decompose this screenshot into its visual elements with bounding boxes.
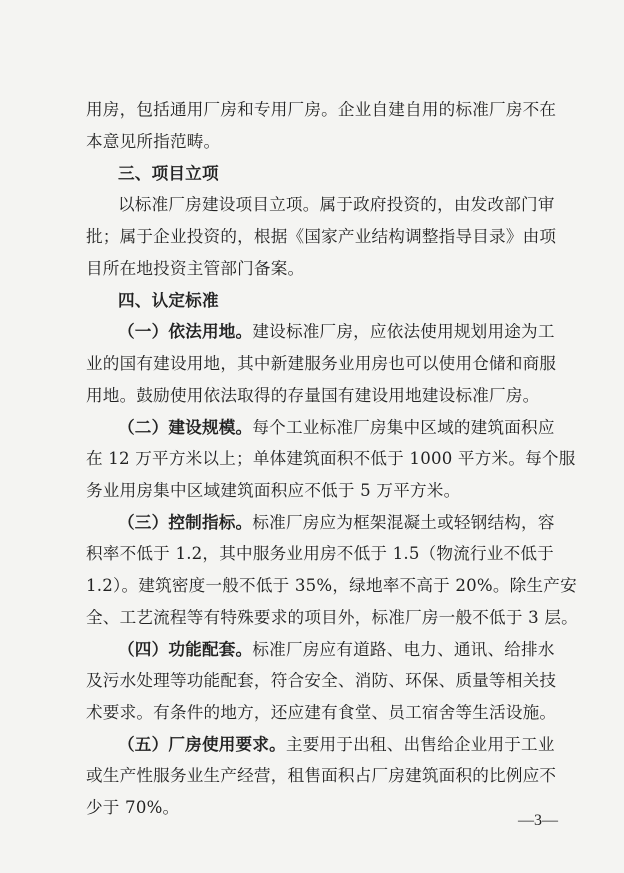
clause-text: 建设标准厂房，应依法使用规划用途为工: [252, 322, 555, 341]
clause-text: 主要用于出租、出售给企业用于工业: [285, 735, 555, 754]
clause-text: 每个工业标准厂房集中区域的建筑面积应: [252, 418, 555, 437]
body-text-line: 业的国有建设用地，其中新建服务业用房也可以使用仓储和商服: [86, 354, 557, 373]
body-text-line: 务业用房集中区域建筑面积应不低于 5 万平方米。: [86, 481, 461, 500]
clause-text: 标准厂房应有道路、电力、通讯、给排水: [252, 640, 555, 659]
body-text-line: 用房，包括通用厂房和专用厂房。企业自建自用的标准厂房不在: [86, 100, 557, 119]
page-number: —3—: [518, 812, 558, 829]
body-text-line: 少于 70%。: [86, 798, 180, 817]
clause-line: [118, 320, 558, 344]
body-text-line: 以标准厂房建设项目立项。属于政府投资的，由发改部门审: [118, 195, 555, 214]
clause-line: [118, 733, 558, 757]
body-text-line: 批；属于企业投资的，根据《国家产业结构调整指导目录》由项: [86, 227, 557, 246]
body-text-line: 及污水处理等功能配套，符合安全、消防、环保、质量等相关技: [86, 671, 557, 690]
clause-lead: （二）建设规模。: [118, 418, 253, 437]
body-text-line: 本意见所指范畴。: [86, 132, 221, 151]
body-text-line: 积率不低于 1.2，其中服务业用房不低于 1.5（物流行业不低于: [86, 544, 554, 563]
body-text-line: 用地。鼓励使用依法取得的存量国有建设用地建设标准厂房。: [86, 386, 540, 405]
clause-lead: （一）依法用地。: [118, 322, 253, 341]
body-text-line: 全、工艺流程等有特殊要求的项目外，标准厂房一般不低于 3 层。: [86, 608, 578, 627]
clause-line: [118, 511, 558, 535]
clause-line: [118, 638, 558, 662]
body-text-line: 或生产性服务业生产经营，租售面积占厂房建筑面积的比例应不: [86, 766, 557, 785]
section-heading: 四、认定标准: [118, 291, 219, 310]
body-text-line: 1.2）。建筑密度一般不低于 35%，绿地率不高于 20%。除生产安: [86, 576, 577, 595]
clause-lead: （四）功能配套。: [118, 640, 253, 659]
clause-lead: （三）控制指标。: [118, 513, 253, 532]
body-text-line: 术要求。有条件的地方，还应建有食堂、员工宿舍等生活设施。: [86, 703, 557, 722]
clause-lead: （五）厂房使用要求。: [118, 735, 286, 754]
body-text-line: 在 12 万平方米以上；单体建筑面积不低于 1000 平方米。每个服: [86, 449, 576, 468]
clause-line: [118, 416, 558, 440]
section-heading: 三、项目立项: [118, 164, 219, 183]
clause-text: 标准厂房应为框架混凝土或轻钢结构，容: [252, 513, 555, 532]
body-text-line: 目所在地投资主管部门备案。: [86, 259, 305, 278]
